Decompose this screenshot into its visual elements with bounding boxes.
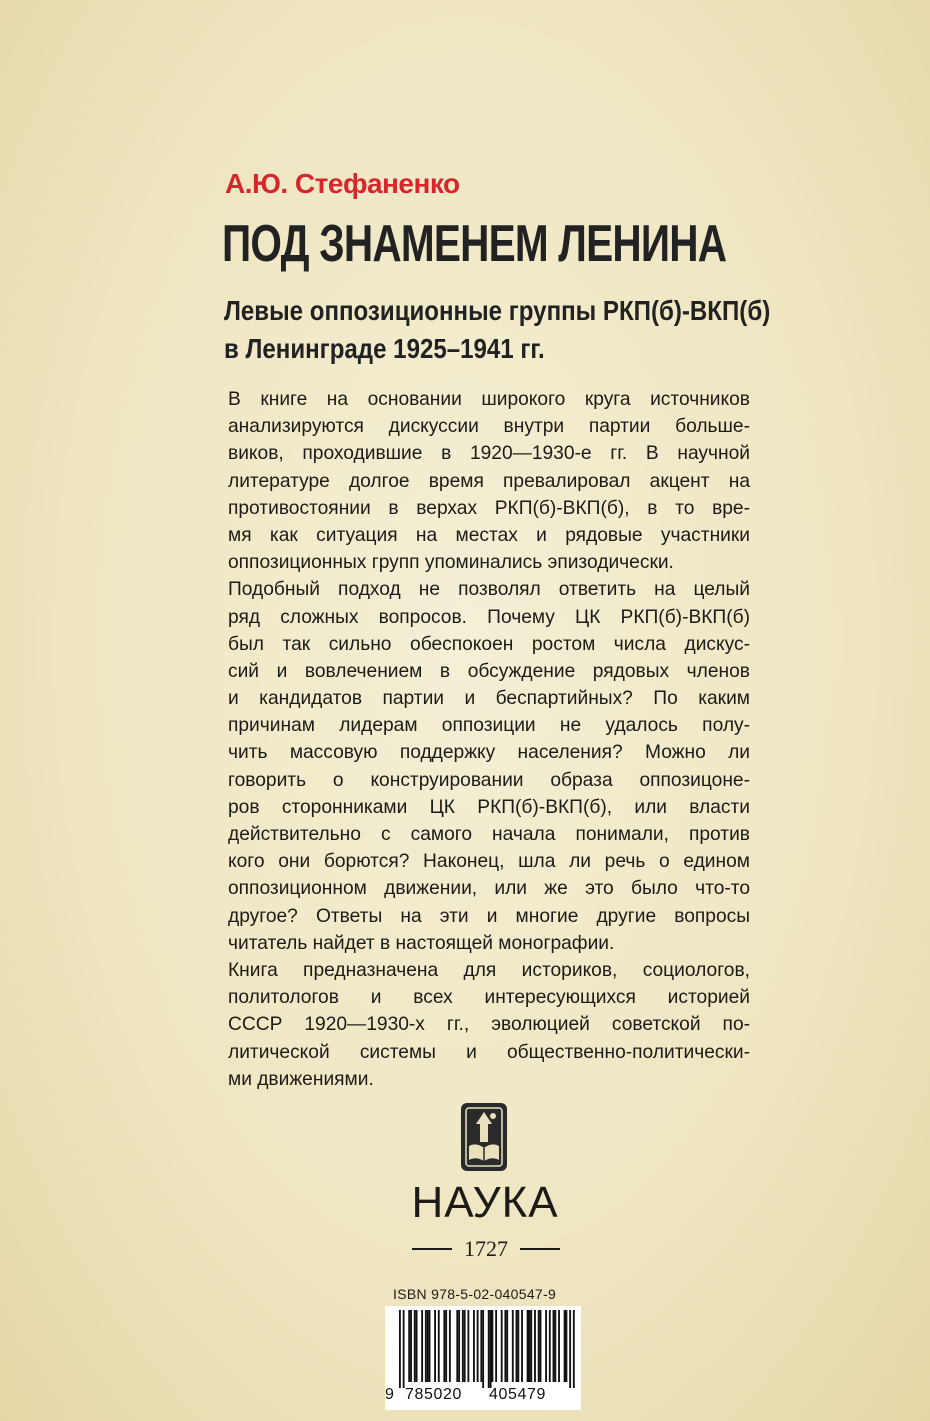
annotation-line: говорить о конструировании образа оппозицоне- <box>228 769 750 791</box>
barcode-bar <box>427 1310 429 1382</box>
book-subtitle <box>224 292 770 368</box>
annotation-line: действительно с самого начала понимали, против <box>228 824 750 845</box>
barcode-bar <box>456 1310 458 1382</box>
barcode-bar <box>488 1310 490 1388</box>
annotation-line: ряд сложных вопросов. Почему ЦК РКП(б)-ВКП(б) <box>228 606 750 628</box>
annotation-line: ров сторонниками ЦК РКП(б)-ВКП(б), или власти <box>228 796 750 818</box>
barcode-bar <box>558 1310 560 1382</box>
barcode-bar <box>443 1310 445 1382</box>
barcode-bar <box>504 1310 506 1382</box>
annotation-line: читатель найдет в настоящей монографии. <box>228 932 615 954</box>
barcode-bar <box>540 1310 542 1382</box>
annotation-line: политологов и всех интересующихся историей <box>228 987 750 1009</box>
barcode-bar <box>549 1310 551 1382</box>
subtitle-line: Левые оппозиционные группы РКП(б)-ВКП(б) <box>224 295 771 326</box>
annotation-line: причинам лидерам оппозиции не удалось полу- <box>228 715 750 737</box>
annotation-line: оппозиционных групп упоминались эпизодически. <box>228 552 674 574</box>
annotation-text <box>228 386 750 1093</box>
barcode-bar <box>482 1310 484 1388</box>
barcode-bar <box>490 1310 492 1388</box>
barcode-bar <box>399 1310 401 1388</box>
barcode-group-2: 405479 <box>489 1386 546 1403</box>
barcode-bar <box>445 1310 447 1382</box>
annotation-line: В книге на основании широкого круга источников <box>228 389 750 410</box>
barcode-bar <box>462 1310 464 1382</box>
barcode-bar <box>480 1310 482 1382</box>
barcode-bar <box>529 1310 531 1382</box>
isbn-number: ISBN 978-5-02-040547-9 <box>393 1286 557 1302</box>
barcode-bar <box>512 1310 514 1382</box>
barcode-bar <box>516 1310 518 1382</box>
annotation-line: чить массовую поддержку населения? Можно ли <box>228 742 750 764</box>
barcode-bar <box>449 1310 451 1382</box>
barcode-group-1: 785020 <box>405 1386 462 1403</box>
annotation-line: противостоянии в верхах РКП(б)-ВКП(б), в то вре- <box>228 497 750 519</box>
barcode-bar <box>477 1310 479 1382</box>
barcode-bar <box>416 1310 418 1382</box>
barcode-bar <box>573 1310 575 1388</box>
annotation-line: Подобный подход не позволял ответить на целый <box>228 579 750 601</box>
barcode-bar <box>425 1310 427 1382</box>
barcode-bar <box>527 1310 529 1382</box>
barcode-bar <box>564 1310 566 1382</box>
author-name: А.Ю. Стефаненко <box>225 168 460 199</box>
barcode-bar <box>421 1310 423 1382</box>
barcode-bars <box>385 1306 581 1388</box>
year-dash-left <box>412 1248 452 1250</box>
barcode-bar <box>414 1310 416 1382</box>
barcode-bar <box>429 1310 431 1382</box>
book-tower-icon <box>460 1102 508 1172</box>
annotation-line: сий и вовлечением в обсуждение рядовых членов <box>228 660 750 682</box>
publisher-name: НАУКА <box>411 1178 559 1227</box>
annotation-line: кого они борются? Наконец, шла ли речь о едином <box>228 851 750 873</box>
barcode <box>385 1306 581 1410</box>
subtitle-line: в Ленинграде 1925–1941 гг. <box>224 333 545 364</box>
barcode-bar <box>501 1310 503 1382</box>
annotation-line: был так сильно обеспокоен ростом числа дискус- <box>228 633 750 655</box>
annotation-line: литературе долгое время превалировал акцент на <box>228 470 750 492</box>
founding-year: 1727 <box>464 1236 508 1261</box>
publisher-founding-year <box>412 1236 560 1262</box>
annotation-line: литической системы и общественно-политически- <box>228 1041 750 1063</box>
barcode-bar <box>521 1310 523 1382</box>
barcode-bar <box>569 1310 571 1388</box>
annotation-line: другое? Ответы на эти и многие другие вопросы <box>228 905 750 927</box>
barcode-bar <box>410 1310 412 1382</box>
barcode-bar <box>408 1310 410 1382</box>
barcode-bar <box>506 1310 508 1382</box>
barcode-bar <box>554 1310 556 1382</box>
barcode-bar <box>464 1310 466 1382</box>
book-title: ПОД ЗНАМЕНЕМ ЛЕНИНА <box>222 215 727 273</box>
barcode-bar <box>534 1310 536 1382</box>
annotation-line: анализируются дискуссии внутри партии больше- <box>228 416 750 438</box>
barcode-bar <box>538 1310 540 1382</box>
barcode-bar <box>492 1310 494 1382</box>
annotation-line: мя как ситуация на местах и рядовые участники <box>228 524 750 546</box>
barcode-bar <box>403 1310 405 1388</box>
annotation-line: СССР 1920—1930-х гг., эволюцией советской по- <box>228 1014 750 1036</box>
barcode-bar <box>553 1310 555 1382</box>
barcode-first-digit: 9 <box>385 1386 394 1403</box>
annotation-line: Книга предназначена для историков, социологов, <box>228 959 750 981</box>
barcode-bar <box>517 1310 519 1382</box>
annotation-line: виков, проходившие в 1920—1930-е гг. В научной <box>228 443 750 465</box>
barcode-bar <box>473 1310 475 1382</box>
year-dash-right <box>520 1248 560 1250</box>
barcode-bar <box>438 1310 440 1382</box>
barcode-bar <box>495 1310 497 1382</box>
annotation-line: оппозиционном движении, или же это было что-то <box>228 878 750 900</box>
barcode-bar <box>434 1310 436 1382</box>
barcode-bar <box>566 1310 568 1382</box>
barcode-bar <box>467 1310 469 1382</box>
annotation-line: и кандидатов партии и беспартийных? По каким <box>228 688 750 710</box>
barcode-bar <box>545 1310 547 1382</box>
barcode-bar <box>458 1310 460 1382</box>
annotation-line: ми движениями. <box>228 1068 374 1090</box>
barcode-bar <box>530 1310 532 1382</box>
